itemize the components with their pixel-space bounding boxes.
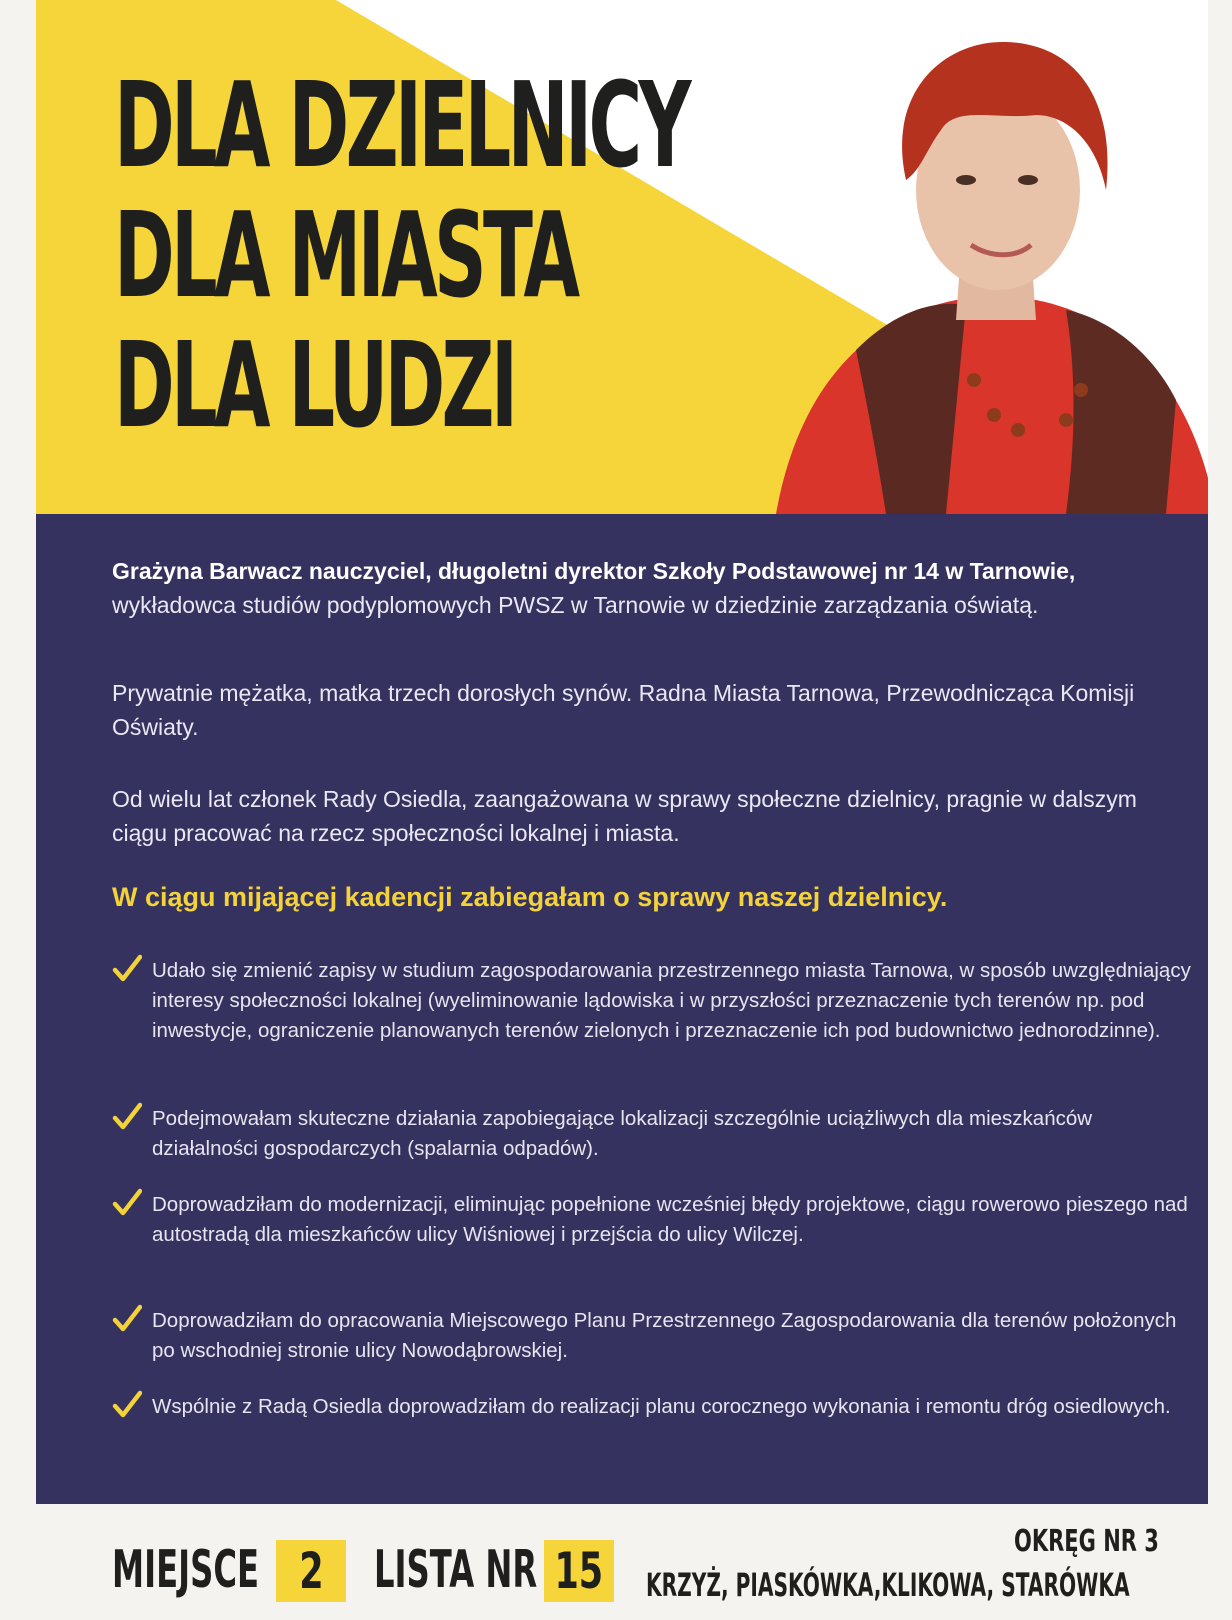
candidate-portrait <box>736 20 1208 514</box>
achievement-text: Doprowadziłam do modernizacji, eliminując popełnione wcześniej błędy projektowe, ciągu rowerowo pieszego nad autostradą dla mieszkańców ulicy Wiśniowej i przejścia do ulicy Wilczej. <box>152 1193 1188 1246</box>
bio-paragraph-2: Prywatnie mężatka, matka trzech dorosłych synów. Radna Miasta Tarnowa, Przewodnicząca Komisji Oświaty. <box>112 680 1135 740</box>
miejsce-number-badge <box>276 1540 346 1602</box>
bio-paragraph-1 <box>112 554 1152 622</box>
hero-section <box>36 0 1208 514</box>
miejsce-label: MIEJSCE <box>112 1540 260 1600</box>
miejsce-number: 2 <box>298 1542 324 1600</box>
headline-line-3: DLA LUDZI <box>114 316 515 454</box>
district-names: KRZYŻ, PIASKÓWKA,KLIKOWA, STARÓWKA <box>646 1566 1130 1604</box>
headline-line-2: DLA MIASTA <box>114 186 577 324</box>
achievement-text: Doprowadziłam do opracowania Miejscowego Planu Przestrzennego Zagospodarowania dla terenów położonych po wschodniej stronie ulicy Nowodąbrowskiej. <box>152 1309 1177 1362</box>
biography-panel <box>36 514 1208 1504</box>
bio-name-intro: Grażyna Barwacz nauczyciel, długoletni dyrektor Szkoły Podstawowej nr 14 w Tarnowie, <box>112 558 1076 584</box>
checkmark-icon <box>112 954 142 984</box>
district-number: OKRĘG NR 3 <box>1014 1524 1159 1559</box>
achievement-text: Podejmowałam skuteczne działania zapobiegające lokalizacji szczególnie uciążliwych dla mieszkańców działalności gospodarczych (spalarnia odpadów). <box>152 1107 1093 1160</box>
bio-paragraph-1-rest: wykładowca studiów podyplomowych PWSZ w Tarnowie w dziedzinie zarządzania oświatą. <box>112 592 1039 618</box>
achievement-text: Wspólnie z Radą Osiedla doprowadziłam do realizacji planu corocznego wykonania i remontu dróg osiedlowych. <box>152 1395 1171 1418</box>
achievement-text: Udało się zmienić zapisy w studium zagospodarowania przestrzennego miasta Tarnowa, w sposób uwzględniający interesy społeczności lokalnej (wyeliminowanie lądowiska i w przyszłości przeznaczenie tych terenów np. pod inwestycje, ograniczenie planowanych terenów zielonych i przeznaczenie ich pod budownictwo jednorodzinne). <box>152 959 1191 1042</box>
lista-number-badge <box>544 1540 614 1602</box>
checkmark-icon <box>112 1102 142 1132</box>
achievements-heading: W ciągu mijającej kadencji zabiegałam o sprawy naszej dzielnicy. <box>112 882 948 912</box>
checkmark-icon <box>112 1390 142 1420</box>
lista-label: LISTA NR <box>374 1540 538 1600</box>
checkmark-icon <box>112 1304 142 1334</box>
ballot-footer <box>0 1504 1232 1620</box>
checkmark-icon <box>112 1188 142 1218</box>
bio-paragraph-3: Od wielu lat członek Rady Osiedla, zaangażowana w sprawy społeczne dzielnicy, pragnie w dalszym ciągu pracować na rzecz społeczności lokalnej i miasta. <box>112 786 1137 846</box>
headline <box>114 56 688 454</box>
lista-number: 15 <box>554 1542 604 1600</box>
headline-line-1: DLA DZIELNICY <box>114 56 688 194</box>
